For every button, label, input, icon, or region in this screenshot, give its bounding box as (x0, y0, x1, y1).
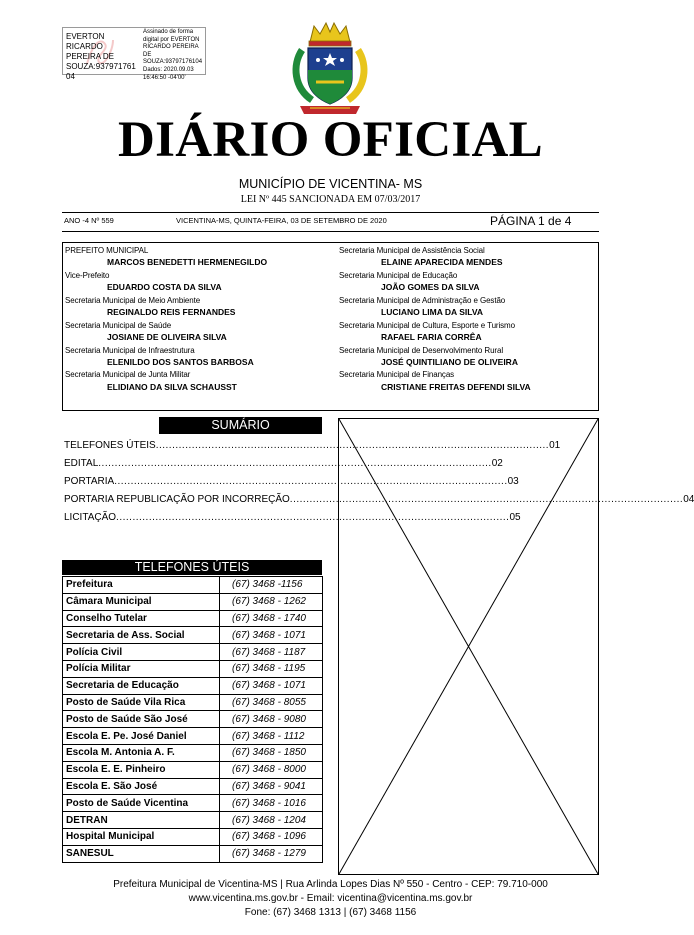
officials-column-right (339, 245, 597, 394)
table-row (63, 728, 323, 745)
official-role: Vice-Prefeito (65, 270, 110, 280)
phone-number: (67) 3468 - 1262 (220, 593, 323, 610)
summary-heading: SUMÁRIO (159, 417, 322, 434)
official-role: Secretaria Municipal de Desenvolvimento Rural (339, 345, 504, 355)
coat-of-arms-icon (280, 20, 380, 120)
summary-item-label: EDITAL (64, 458, 99, 469)
phone-number: (67) 3468 - 1195 (220, 660, 323, 677)
officials-column-left (65, 245, 340, 394)
phone-entity-name: Escola E. Pe. José Daniel (63, 728, 220, 745)
summary-leader-dots: ........................................................................................................................ (98, 458, 492, 469)
summary-item-label: PORTARIA REPUBLICAÇÃO POR INCORREÇÃO (64, 494, 290, 505)
official-role: Secretaria Municipal de Junta Militar (65, 370, 191, 380)
official-role: Secretaria Municipal de Cultura, Esporte e Turismo (339, 320, 515, 330)
official-name: MARCOS BENEDETTI HERMENEGILDO (107, 257, 268, 268)
signature-info-line: SOUZA:93797176104 (143, 59, 203, 66)
phone-number: (67) 3468 - 1096 (220, 828, 323, 845)
summary-item (64, 455, 503, 473)
official-name: CRISTIANE FREITAS DEFENDI SILVA (381, 381, 531, 392)
phone-number: (67) 3468 - 1279 (220, 845, 323, 862)
header-divider-top (62, 212, 599, 213)
table-row (63, 761, 323, 778)
table-row (63, 577, 323, 594)
phone-number: (67) 3468 - 8055 (220, 694, 323, 711)
signature-name (66, 32, 140, 82)
summary-leader-dots: ........................................................................................................................ (116, 512, 510, 523)
signature-info-line: Dados: 2020.09.03 (143, 66, 194, 73)
table-row (63, 711, 323, 728)
phone-entity-name: Posto de Saúde Vicentina (63, 795, 220, 812)
summary-item-page: 01 (549, 440, 561, 451)
official-name: JOSÉ QUINTILIANO DE OLIVEIRA (381, 356, 518, 367)
phone-number: (67) 3468 - 1071 (220, 627, 323, 644)
official-name: RAFAEL FARIA CORRÊA (381, 332, 482, 343)
official-role: Secretaria Municipal de Infraestrutura (65, 345, 195, 355)
image-placeholder (338, 418, 599, 875)
header-divider-bottom (62, 231, 599, 232)
signature-name-line: 04 (66, 72, 75, 81)
official-role: Secretaria Municipal de Saúde (65, 320, 172, 330)
phone-entity-name: Hospital Municipal (63, 828, 220, 845)
footer-web-email: www.vicentina.ms.gov.br - Email: vicentina@vicentina.ms.gov.br (188, 893, 473, 904)
law-reference: LEI Nº 445 SANCIONADA EM 07/03/2017 (240, 194, 421, 205)
summary-leader-dots: ........................................................................................................................ (114, 476, 508, 487)
summary-item (64, 491, 694, 509)
phone-entity-name: Polícia Civil (63, 644, 220, 661)
official-name: JOSIANE DE OLIVEIRA SILVA (107, 332, 227, 343)
phone-entity-name: Conselho Tutelar (63, 610, 220, 627)
table-row (63, 778, 323, 795)
phone-entity-name: Escola M. Antonia A. F. (63, 744, 220, 761)
publication-date: VICENTINA-MS, QUINTA-FEIRA, 03 DE SETEMBRO DE 2020 (176, 216, 387, 225)
official-role: Secretaria Municipal de Meio Ambiente (65, 295, 201, 305)
page-footer (0, 878, 661, 920)
summary-item (64, 509, 521, 527)
summary-leader-dots: ........................................................................................................................ (155, 440, 550, 451)
phone-entity-name: Polícia Militar (63, 660, 220, 677)
edition-number: ANO -4 Nº 559 (64, 216, 114, 225)
official-role: Secretaria Municipal de Assistência Social (339, 246, 485, 255)
table-row (63, 744, 323, 761)
official-name: ELIDIANO DA SILVA SCHAUSST (107, 381, 237, 392)
summary-item-label: PORTARIA (64, 476, 115, 487)
phone-entity-name: Escola E. São José (63, 778, 220, 795)
table-row (63, 694, 323, 711)
footer-phones: Fone: (67) 3468 1313 | (67) 3468 1156 (244, 907, 417, 918)
phone-entity-name: Posto de Saúde Vila Rica (63, 694, 220, 711)
municipality-name: MUNICÍPIO DE VICENTINA- MS (238, 177, 423, 191)
official-role: Secretaria Municipal de Educação (339, 270, 458, 280)
phone-number: (67) 3468 -1156 (220, 577, 323, 594)
phone-entity-name: Posto de Saúde São José (63, 711, 220, 728)
signature-info (143, 29, 205, 82)
summary-list (64, 437, 694, 527)
summary-item-label: LICITAÇÃO (64, 512, 117, 523)
phones-table (62, 576, 323, 863)
table-row (63, 627, 323, 644)
phone-number: (67) 3468 - 1071 (220, 677, 323, 694)
phone-entity-name: Escola E. E. Pinheiro (63, 761, 220, 778)
official-name: ELENILDO DOS SANTOS BARBOSA (107, 356, 254, 367)
official-name: LUCIANO LIMA DA SILVA (381, 307, 483, 318)
phone-entity-name: Secretaria de Educação (63, 677, 220, 694)
phone-number: (67) 3468 - 1112 (220, 728, 323, 745)
summary-item-page: 05 (509, 512, 521, 523)
phone-number: (67) 3468 - 8000 (220, 761, 323, 778)
signature-info-line: 16:46:50 -04'00' (143, 74, 186, 81)
official-role: Secretaria Municipal de Administração e Gestão (339, 295, 506, 305)
footer-address: Prefeitura Municipal de Vicentina-MS | Rua Arlinda Lopes Dias Nº 550 - Centro - CEP: 79.710-000 (113, 879, 548, 890)
summary-item (64, 437, 561, 455)
page-title: DIÁRIO OFICIAL (118, 112, 543, 168)
table-row (63, 795, 323, 812)
signature-name-line: EVERTON RICARDO (66, 32, 105, 51)
summary-item-page: 03 (507, 476, 519, 487)
official-role: Secretaria Municipal de Finanças (339, 370, 455, 380)
phone-entity-name: Câmara Municipal (63, 593, 220, 610)
phone-entity-name: Secretaria de Ass. Social (63, 627, 220, 644)
phone-number: (67) 3468 - 1187 (220, 644, 323, 661)
phone-number: (67) 3468 - 9080 (220, 711, 323, 728)
official-name: REGINALDO REIS FERNANDES (107, 307, 236, 318)
officials-box (62, 242, 599, 411)
table-row (63, 845, 323, 862)
phone-entity-name: Prefeitura (63, 577, 220, 594)
page-indicator: PÁGINA 1 de 4 (490, 214, 572, 228)
table-row (63, 610, 323, 627)
table-row (63, 677, 323, 694)
summary-item-page: 04 (683, 494, 694, 505)
summary-item-label: TELEFONES ÚTEIS (64, 440, 156, 451)
phone-entity-name: SANESUL (63, 845, 220, 862)
summary-item-page: 02 (491, 458, 503, 469)
official-role: PREFEITO MUNICIPAL (65, 246, 149, 255)
signature-name-line: PEREIRA DE (66, 52, 115, 61)
summary-leader-dots: ........................................................................................................................ (289, 494, 684, 505)
signature-info-line: Assinado de forma (143, 29, 194, 35)
digital-signature-box (62, 27, 206, 81)
phone-number: (67) 3468 - 1740 (220, 610, 323, 627)
official-name: ELAINE APARECIDA MENDES (381, 257, 503, 268)
phone-entity-name: DETRAN (63, 812, 220, 829)
signature-info-line: digital por EVERTON (143, 36, 200, 43)
table-row (63, 644, 323, 661)
phones-heading: TELEFONES ÚTEIS (62, 560, 322, 575)
official-name: JOÃO GOMES DA SILVA (381, 282, 480, 293)
table-row (63, 828, 323, 845)
phone-number: (67) 3468 - 9041 (220, 778, 323, 795)
official-name: EDUARDO COSTA DA SILVA (107, 282, 222, 293)
table-row (63, 660, 323, 677)
signature-info-line: RICARDO PEREIRA DE (143, 44, 199, 58)
summary-item (64, 473, 519, 491)
phone-number: (67) 3468 - 1204 (220, 812, 323, 829)
table-row (63, 593, 323, 610)
phone-number: (67) 3468 - 1016 (220, 795, 323, 812)
table-row (63, 812, 323, 829)
signature-name-line: SOUZA:937971761 (66, 62, 136, 71)
phone-number: (67) 3468 - 1850 (220, 744, 323, 761)
